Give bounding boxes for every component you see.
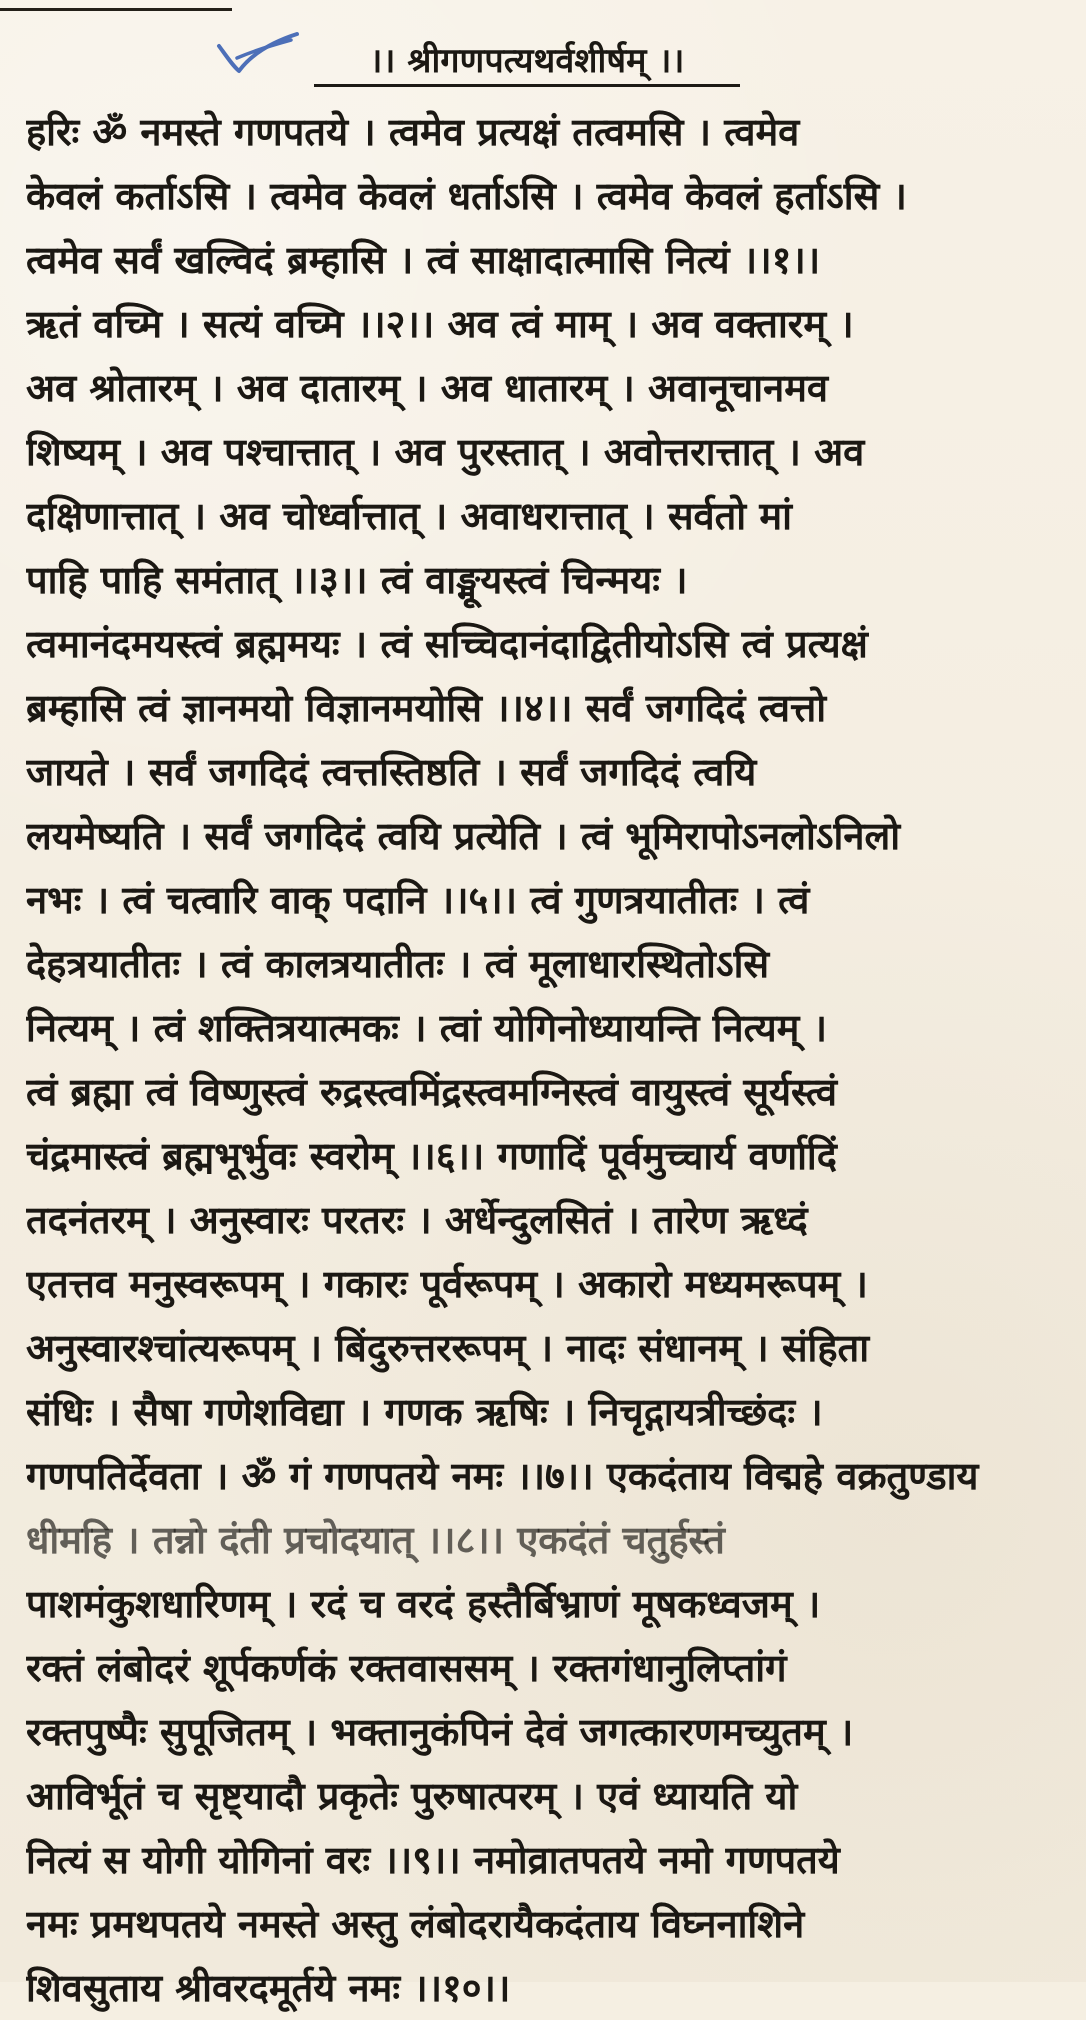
text-line-03: त्वमेव सर्वं खल्विदं ब्रम्हासि । त्वं साक्षादात्मासि नित्यं ।।१।।	[26, 238, 821, 282]
text-line-23: धीमहि । तन्नो दंती प्रचोदयात् ।।८।। एकदंतं चतुर्हस्तं	[26, 1518, 725, 1562]
text-line-05: अव श्रोतारम् । अव दातारम् । अव धातारम् । अवानूचानमव	[26, 366, 829, 410]
text-line-25: रक्तं लंबोदरं शूर्पकर्णकं रक्तवाससम् । रक्तगंधानुलिप्तांगं	[26, 1646, 787, 1690]
text-line-07: दक्षिणात्तात् । अव चोर्ध्वात्तात् । अवाधरात्तात् । सर्वतो मां	[26, 494, 792, 538]
text-line-04: ऋतं वच्मि । सत्यं वच्मि ।।२।। अव त्वं माम् । अव वक्तारम् ।	[26, 302, 854, 346]
text-line-10: ब्रम्हासि त्वं ज्ञानमयो विज्ञानमयोसि ।।४।। सर्वं जगदिदं त्वत्तो	[26, 686, 827, 730]
text-line-21: संधिः । सैषा गणेशविद्या । गणक ऋषिः । निचृद्गायत्रीच्छंदः ।	[26, 1390, 823, 1434]
text-line-20: अनुस्वारश्चांत्यरूपम् । बिंदुरुत्तररूपम् । नादः संधानम् । संहिता	[26, 1326, 870, 1370]
text-line-08: पाहि पाहि समंतात् ।।३।। त्वं वाङ्मूयस्त्वं चिन्मयः ।	[26, 558, 688, 602]
text-line-15: नित्यम् । त्वं शक्तित्रयात्मकः । त्वां योगिनोध्यायन्ति नित्यम् ।	[26, 1006, 828, 1050]
text-line-02: केवलं कर्ताऽसि । त्वमेव केवलं धर्ताऽसि । त्वमेव केवलं हर्ताऽसि ।	[26, 174, 907, 218]
text-line-01: हरिः ॐ नमस्ते गणपतये । त्वमेव प्रत्यक्षं तत्वमसि । त्वमेव	[26, 110, 800, 154]
text-line-30: शिवसुताय श्रीवरदमूर्तये नमः ।।१०।।	[26, 1966, 511, 2010]
text-line-24: पाशमंकुशधारिणम् । रदं च वरदं हस्तैर्बिभ्राणं मूषकध्वजम् ।	[26, 1582, 821, 1626]
text-line-11: जायते । सर्वं जगदिदं त्वत्तस्तिष्ठति । सर्वं जगदिदं त्वयि	[26, 750, 757, 794]
text-line-09: त्वमानंदमयस्त्वं ब्रह्ममयः । त्वं सच्चिदानंदाद्वितीयोऽसि त्वं प्रत्यक्षं	[26, 622, 868, 666]
text-line-14: देहत्रयातीतः । त्वं कालत्रयातीतः । त्वं मूलाधारस्थितोऽसि	[26, 942, 770, 986]
text-line-16: त्वं ब्रह्मा त्वं विष्णुस्त्वं रुद्रस्त्वमिंद्रस्त्वमग्निस्त्वं वायुस्त्वं सूर्यस्त्वं	[26, 1070, 838, 1114]
title-underline	[314, 84, 740, 87]
text-line-18: तदनंतरम् । अनुस्वारः परतरः । अर्धेन्दुलसितं । तारेण ऋध्दं	[26, 1198, 808, 1242]
text-line-17: चंद्रमास्त्वं ब्रह्मभूर्भुवः स्वरोम् ।।६।। गणादिं पूर्वमुच्चार्य वर्णादिं	[26, 1134, 837, 1178]
text-line-22: गणपतिर्देवता । ॐ गं गणपतये नमः ।।७।। एकदंताय विद्महे वक्रतुण्डाय	[26, 1454, 979, 1498]
text-line-12: लयमेष्यति । सर्वं जगदिदं त्वयि प्रत्येति । त्वं भूमिरापोऽनलोऽनिलो	[26, 814, 901, 858]
text-line-06: शिष्यम् । अव पश्चात्तात् । अव पुरस्तात् । अवोत्तरात्तात् । अव	[26, 430, 865, 474]
title-block	[314, 36, 740, 90]
page-title: ।। श्रीगणपत्यथर्वशीर्षम् ।।	[369, 41, 685, 81]
text-line-13: नभः । त्वं चत्वारि वाक् पदानि ।।५।। त्वं गुणत्रयातीतः । त्वं	[26, 878, 810, 922]
text-line-19: एतत्तव मनुस्वरूपम् । गकारः पूर्वरूपम् । अकारो मध्यमरूपम् ।	[26, 1262, 868, 1306]
text-content	[26, 100, 1046, 2020]
text-line-26: रक्तपुष्पैः सुपूजितम् । भक्तानुकंपिनं देवं जगत्कारणमच्युतम् ।	[26, 1710, 854, 1754]
checkmark-icon	[211, 28, 307, 80]
text-line-28: नित्यं स योगी योगिनां वरः ।।९।। नमोव्रातपतये नमो गणपतये	[26, 1838, 840, 1882]
top-rule	[0, 8, 232, 11]
text-line-27: आविर्भूतं च सृष्ट्यादौ प्रकृतेः पुरुषात्परम् । एवं ध्यायति यो	[26, 1774, 798, 1818]
text-line-29: नमः प्रमथपतये नमस्ते अस्तु लंबोदरायैकदंताय विघ्ननाशिने	[26, 1902, 805, 1946]
